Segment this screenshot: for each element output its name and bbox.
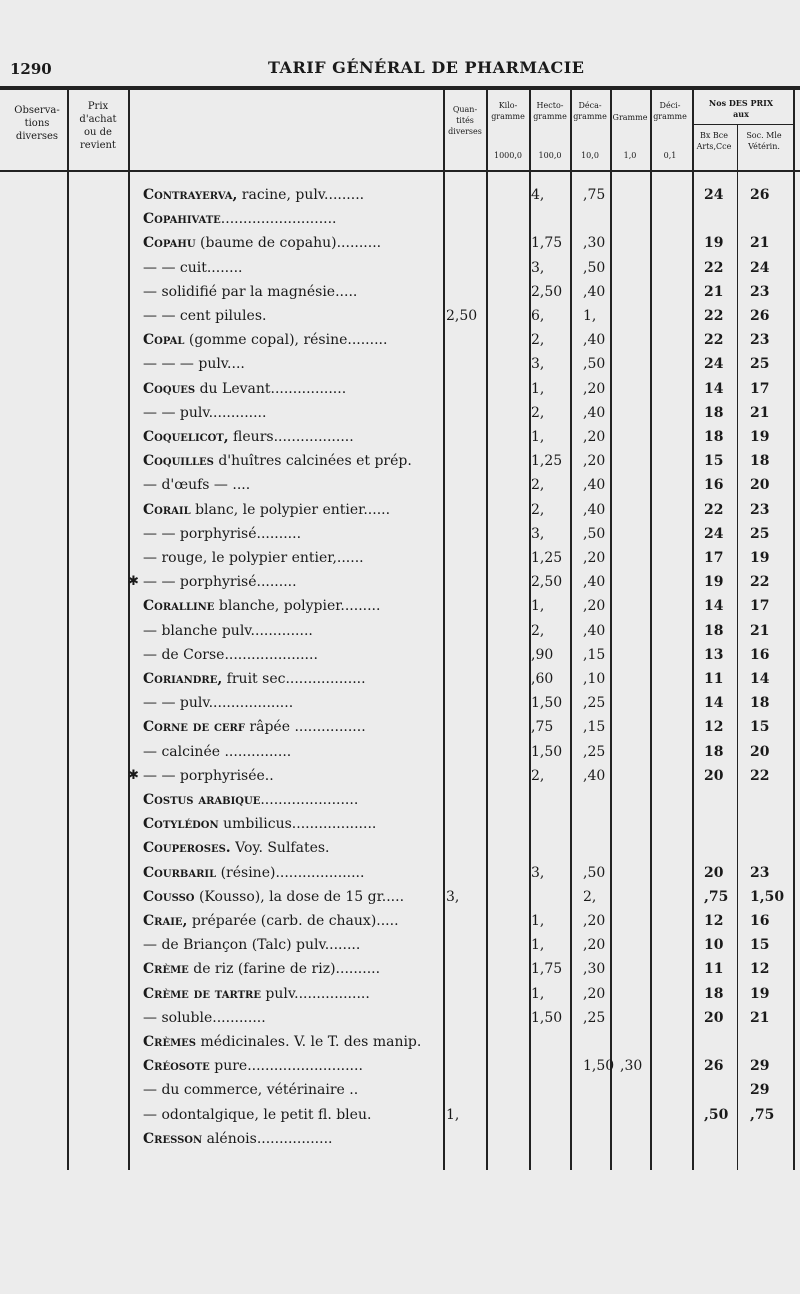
cell-kilogramme: 2, bbox=[531, 622, 545, 639]
cell-hectogramme: ,25 bbox=[583, 1009, 606, 1026]
item-desc: du Levant................. bbox=[195, 380, 347, 397]
item-label bbox=[143, 429, 443, 445]
cell-price-soc-vet: 29 bbox=[750, 1058, 770, 1075]
item-label bbox=[143, 889, 443, 905]
item-desc: fruit sec.................. bbox=[222, 671, 366, 687]
cell-price-soc-vet: 12 bbox=[750, 961, 770, 978]
item-label bbox=[143, 1010, 443, 1026]
cell-price-beaux-arts: 11 bbox=[704, 961, 724, 978]
cell-hectogramme: ,20 bbox=[583, 598, 606, 615]
cell-hectogramme: ,10 bbox=[583, 671, 606, 687]
table-row bbox=[0, 692, 800, 716]
col-header-prix-aux: Nos DES PRIX aux bbox=[708, 98, 774, 119]
cell-price-beaux-arts: 22 bbox=[704, 501, 724, 518]
item-desc: médicinales. V. le T. des manip. bbox=[196, 1034, 422, 1050]
cell-hectogramme: ,40 bbox=[583, 622, 606, 639]
item-label bbox=[143, 477, 443, 493]
col-header-kilogramme-unit: 1000,0 bbox=[494, 151, 522, 160]
cell-hectogramme: 1,50 bbox=[583, 1058, 615, 1075]
cell-price-beaux-arts: 18 bbox=[704, 743, 724, 760]
cell-kilogramme: 2, bbox=[531, 767, 545, 784]
cell-kilogramme: 3, bbox=[531, 356, 545, 373]
item-desc: préparée (carb. de chaux)..... bbox=[187, 913, 399, 929]
item-head: Corne de cerf bbox=[143, 719, 245, 736]
item-label bbox=[143, 453, 443, 469]
item-label bbox=[143, 526, 443, 542]
item-label bbox=[143, 695, 443, 711]
cell-price-beaux-arts: 26 bbox=[704, 1058, 724, 1075]
cell-price-beaux-arts: 20 bbox=[704, 1009, 724, 1026]
cell-hectogramme: ,40 bbox=[583, 332, 606, 349]
item-head: Cresson bbox=[143, 1130, 203, 1147]
cell-price-soc-vet: 15 bbox=[750, 719, 770, 736]
table-row bbox=[0, 886, 800, 910]
cell-price-soc-vet: 23 bbox=[750, 501, 770, 518]
cell-hectogramme: ,15 bbox=[583, 646, 606, 663]
table-row bbox=[0, 281, 800, 305]
item-desc: fleurs.................. bbox=[228, 429, 354, 445]
item-desc: .......................... bbox=[220, 211, 337, 228]
item-label bbox=[143, 986, 443, 1002]
col-header-gramme-unit: 1,0 bbox=[623, 151, 637, 160]
item-label bbox=[143, 598, 443, 614]
table-row bbox=[0, 1104, 800, 1128]
item-desc: — — pulv................... bbox=[143, 695, 294, 712]
cell-price-beaux-arts: 20 bbox=[704, 864, 724, 881]
item-label bbox=[143, 332, 443, 348]
table-row bbox=[0, 547, 800, 571]
cell-kilogramme: 3, bbox=[531, 864, 545, 881]
cell-hectogramme: ,40 bbox=[583, 283, 606, 300]
table-row bbox=[0, 765, 800, 789]
item-label bbox=[143, 961, 443, 977]
item-label bbox=[143, 865, 443, 881]
cell-hectogramme: ,20 bbox=[583, 380, 606, 397]
cell-price-soc-vet: 20 bbox=[750, 477, 770, 494]
item-label bbox=[143, 671, 443, 687]
table-row bbox=[0, 934, 800, 958]
cell-hectogramme: ,40 bbox=[583, 477, 606, 494]
col-header-hectogramme-unit: 100,0 bbox=[538, 151, 562, 160]
item-label bbox=[143, 574, 443, 590]
item-label bbox=[143, 405, 443, 421]
item-label bbox=[143, 1107, 443, 1123]
cell-hectogramme: ,50 bbox=[583, 259, 606, 276]
cell-price-soc-vet: 20 bbox=[750, 743, 770, 760]
cell-price-soc-vet: 19 bbox=[750, 550, 770, 566]
cell-price-beaux-arts: 10 bbox=[704, 937, 724, 954]
cell-price-soc-vet: 22 bbox=[750, 574, 770, 591]
cell-kilogramme: 6, bbox=[531, 308, 545, 324]
table-row bbox=[0, 329, 800, 353]
cell-hectogramme: ,40 bbox=[583, 574, 606, 591]
table-row bbox=[0, 426, 800, 450]
cell-price-soc-vet: 22 bbox=[750, 767, 770, 784]
item-desc: — — cuit........ bbox=[143, 259, 243, 276]
cell-price-beaux-arts: 18 bbox=[704, 404, 724, 421]
cell-price-beaux-arts: 22 bbox=[704, 259, 724, 276]
item-label bbox=[143, 381, 443, 397]
cell-price-beaux-arts: 12 bbox=[704, 913, 724, 929]
item-head: Contrayerva, bbox=[143, 187, 238, 203]
item-desc: — — pulv............. bbox=[143, 404, 267, 421]
item-desc: Voy. Sulfates. bbox=[230, 840, 330, 857]
table-row bbox=[0, 1007, 800, 1031]
cell-price-soc-vet: 23 bbox=[750, 864, 770, 881]
table-row bbox=[0, 1128, 800, 1152]
item-desc: — — cent pilules. bbox=[143, 308, 267, 324]
cell-kilogramme: 1,25 bbox=[531, 550, 563, 566]
cell-price-beaux-arts: 14 bbox=[704, 598, 724, 615]
item-head: Copahivate bbox=[143, 211, 221, 228]
cell-price-beaux-arts: 14 bbox=[704, 380, 724, 397]
col-header-kilogramme: Kilo- gramme bbox=[491, 101, 525, 121]
cell-price-soc-vet: 25 bbox=[750, 525, 770, 542]
cell-quantity: 2,50 bbox=[446, 308, 478, 324]
cell-price-soc-vet: 19 bbox=[750, 429, 770, 445]
cell-price-soc-vet: 17 bbox=[750, 380, 770, 397]
item-desc: — blanche pulv.............. bbox=[143, 622, 313, 639]
cell-kilogramme: 1, bbox=[531, 937, 545, 954]
item-desc: — rouge, le polypier entier,...... bbox=[143, 550, 364, 566]
cell-kilogramme: 1, bbox=[531, 913, 545, 929]
table-row bbox=[0, 620, 800, 644]
item-head: Cotylédon bbox=[143, 816, 219, 833]
item-label bbox=[143, 792, 443, 808]
table-row bbox=[0, 813, 800, 837]
table-row bbox=[0, 499, 800, 523]
cell-kilogramme: 2,50 bbox=[531, 574, 563, 591]
cell-price-soc-vet: 16 bbox=[750, 913, 770, 929]
cell-price-beaux-arts: 20 bbox=[704, 767, 724, 784]
item-head: Coquilles bbox=[143, 453, 214, 470]
item-desc: — solidifié par la magnésie..... bbox=[143, 283, 358, 300]
col-header-decagramme-unit: 10,0 bbox=[581, 151, 599, 160]
item-label bbox=[143, 284, 443, 300]
table-row bbox=[0, 910, 800, 934]
cell-price-soc-vet: 18 bbox=[750, 453, 770, 470]
item-head: Courbaril bbox=[143, 864, 217, 881]
table-row bbox=[0, 208, 800, 232]
cell-price-soc-vet: 19 bbox=[750, 985, 770, 1002]
table-row bbox=[0, 958, 800, 982]
table-row bbox=[0, 257, 800, 281]
cell-kilogramme: 1, bbox=[531, 380, 545, 397]
item-desc: (baume de copahu).......... bbox=[195, 235, 382, 252]
table-row bbox=[0, 789, 800, 813]
cell-price-beaux-arts: 18 bbox=[704, 985, 724, 1002]
cell-kilogramme: 1,50 bbox=[531, 1009, 563, 1026]
table-row bbox=[0, 523, 800, 547]
item-desc: pure.......................... bbox=[209, 1058, 363, 1075]
cell-price-beaux-arts: ,75 bbox=[704, 888, 729, 905]
item-label bbox=[143, 840, 443, 856]
cell-kilogramme: 2, bbox=[531, 477, 545, 494]
item-desc: umbilicus................... bbox=[218, 816, 377, 833]
cell-price-beaux-arts: 14 bbox=[704, 695, 724, 712]
item-label bbox=[143, 647, 443, 663]
cell-quantity: 3, bbox=[446, 888, 460, 905]
cell-price-beaux-arts: 13 bbox=[704, 646, 724, 663]
col-header-decigramme: Déci- gramme bbox=[653, 101, 687, 121]
cell-kilogramme: 1, bbox=[531, 429, 545, 445]
prix-aux-rule bbox=[694, 124, 794, 125]
item-head: Corail bbox=[143, 501, 191, 518]
table-row bbox=[0, 305, 800, 329]
cell-price-soc-vet: 21 bbox=[750, 622, 770, 639]
item-desc: — — — pulv.... bbox=[143, 356, 245, 373]
item-desc: — — porphyrisé......... bbox=[143, 574, 297, 591]
cell-price-soc-vet: 26 bbox=[750, 308, 770, 324]
item-label bbox=[143, 623, 443, 639]
col-header-quantities: Quan- tités diverses bbox=[448, 105, 482, 136]
item-desc: — d'œufs — .... bbox=[143, 477, 251, 494]
item-label bbox=[143, 768, 443, 784]
cell-hectogramme: ,20 bbox=[583, 937, 606, 954]
item-label bbox=[143, 744, 443, 760]
item-desc: — de Briançon (Talc) pulv........ bbox=[143, 937, 361, 954]
table-row bbox=[0, 862, 800, 886]
cell-kilogramme: 4, bbox=[531, 187, 545, 203]
item-desc: (Kousso), la dose de 15 gr..... bbox=[194, 888, 405, 905]
cell-price-soc-vet: 29 bbox=[750, 1082, 770, 1099]
cell-price-soc-vet: 21 bbox=[750, 1009, 770, 1026]
item-desc: blanche, polypier......... bbox=[214, 598, 381, 615]
cell-price-soc-vet: 21 bbox=[750, 235, 770, 252]
item-desc: — calcinée ............... bbox=[143, 743, 292, 760]
cell-price-beaux-arts: ,50 bbox=[704, 1106, 729, 1123]
cell-hectogramme: ,20 bbox=[583, 429, 606, 445]
table-row bbox=[0, 668, 800, 692]
item-head: Craie, bbox=[143, 913, 188, 929]
item-label bbox=[143, 719, 443, 735]
item-head: Costus arabique bbox=[143, 792, 261, 808]
item-label bbox=[143, 1082, 443, 1098]
col-header-beaux-arts: Bx Bce Arts,Cce bbox=[696, 131, 732, 151]
cell-price-beaux-arts: 19 bbox=[704, 574, 724, 591]
cell-kilogramme: 1,50 bbox=[531, 695, 563, 712]
table-row bbox=[0, 1031, 800, 1055]
item-label bbox=[143, 502, 443, 518]
item-head: Crème bbox=[143, 961, 189, 978]
cell-price-soc-vet: 26 bbox=[750, 187, 770, 203]
cell-price-beaux-arts: 24 bbox=[704, 525, 724, 542]
asterisk-icon: ✱ bbox=[128, 767, 139, 783]
col-header-purchase-price: Prix d'achat ou de revient bbox=[79, 101, 117, 151]
item-label bbox=[143, 1131, 443, 1147]
cell-price-soc-vet: 21 bbox=[750, 404, 770, 421]
col-header-decigramme-unit: 0,1 bbox=[663, 151, 677, 160]
cell-kilogramme: ,60 bbox=[531, 671, 554, 687]
cell-price-beaux-arts: 15 bbox=[704, 453, 724, 470]
top-rule bbox=[0, 86, 800, 90]
cell-hectogramme: ,30 bbox=[583, 961, 606, 978]
cell-price-beaux-arts: 18 bbox=[704, 429, 724, 445]
item-desc: ...................... bbox=[260, 792, 359, 808]
cell-price-soc-vet: 24 bbox=[750, 259, 770, 276]
cell-kilogramme: 3, bbox=[531, 525, 545, 542]
cell-kilogramme: ,90 bbox=[531, 646, 554, 663]
cell-price-beaux-arts: 21 bbox=[704, 283, 724, 300]
cell-hectogramme: ,50 bbox=[583, 864, 606, 881]
item-head: Crème de tartre bbox=[143, 985, 261, 1002]
item-label bbox=[143, 187, 443, 203]
cell-price-soc-vet: 16 bbox=[750, 646, 770, 663]
table-row bbox=[0, 837, 800, 861]
item-label bbox=[143, 1058, 443, 1074]
cell-kilogramme: 2, bbox=[531, 501, 545, 518]
item-desc: — du commerce, vétérinaire .. bbox=[143, 1082, 359, 1099]
item-desc: pulv................. bbox=[260, 985, 370, 1002]
table-row bbox=[0, 450, 800, 474]
cell-price-beaux-arts: 12 bbox=[704, 719, 724, 736]
table-row bbox=[0, 353, 800, 377]
col-header-observations: Observa- tions diverses bbox=[14, 105, 60, 142]
cell-price-soc-vet: 18 bbox=[750, 695, 770, 712]
running-title: TARIF GÉNÉRAL DE PHARMACIE bbox=[268, 58, 585, 77]
item-head: Coralline bbox=[143, 598, 215, 615]
item-label bbox=[143, 913, 443, 929]
cell-kilogramme: 2,50 bbox=[531, 283, 563, 300]
table-row bbox=[0, 232, 800, 256]
cell-hectogramme: 2, bbox=[583, 888, 597, 905]
item-label bbox=[143, 937, 443, 953]
cell-hectogramme: ,50 bbox=[583, 525, 606, 542]
item-head: Coques bbox=[143, 380, 196, 397]
item-label bbox=[143, 550, 443, 566]
col-header-soc-vet: Soc. Mle Vétérin. bbox=[746, 131, 782, 151]
cell-hectogramme: ,50 bbox=[583, 356, 606, 373]
cell-hectogramme: ,15 bbox=[583, 719, 606, 736]
item-desc: racine, pulv......... bbox=[237, 187, 365, 203]
item-head: Coquelicot, bbox=[143, 429, 229, 445]
table-row bbox=[0, 716, 800, 740]
cell-price-beaux-arts: 17 bbox=[704, 550, 724, 566]
cell-hectogramme: ,20 bbox=[583, 550, 606, 566]
cell-kilogramme: 1,75 bbox=[531, 235, 563, 252]
cell-kilogramme: 1,25 bbox=[531, 453, 563, 470]
table-row bbox=[0, 184, 800, 208]
cell-kilogramme: 1, bbox=[531, 985, 545, 1002]
cell-price-soc-vet: 23 bbox=[750, 332, 770, 349]
item-desc: — odontalgique, le petit fl. bleu. bbox=[143, 1106, 372, 1123]
table-row bbox=[0, 571, 800, 595]
item-desc: râpée ................ bbox=[244, 719, 366, 736]
cell-hectogramme: ,25 bbox=[583, 695, 606, 712]
table-row bbox=[0, 402, 800, 426]
table-row bbox=[0, 1055, 800, 1079]
item-label bbox=[143, 211, 443, 227]
cell-price-beaux-arts: 24 bbox=[704, 187, 724, 203]
item-desc: — de Corse..................... bbox=[143, 646, 318, 663]
cell-hectogramme: ,75 bbox=[583, 187, 606, 203]
cell-price-soc-vet: ,75 bbox=[750, 1106, 775, 1123]
cell-kilogramme: 2, bbox=[531, 404, 545, 421]
cell-hectogramme: ,20 bbox=[583, 453, 606, 470]
cell-quantity: 1, bbox=[446, 1106, 460, 1123]
cell-price-soc-vet: 1,50 bbox=[750, 888, 785, 905]
item-desc: alénois................. bbox=[202, 1130, 333, 1147]
cell-price-beaux-arts: 22 bbox=[704, 332, 724, 349]
item-label bbox=[143, 1034, 443, 1050]
table-row bbox=[0, 378, 800, 402]
cell-hectogramme: ,40 bbox=[583, 767, 606, 784]
item-label bbox=[143, 816, 443, 832]
item-desc: — — porphyrisée.. bbox=[143, 767, 274, 784]
cell-hectogramme: 1, bbox=[583, 308, 597, 324]
table-row bbox=[0, 595, 800, 619]
item-label bbox=[143, 308, 443, 324]
cell-price-beaux-arts: 18 bbox=[704, 622, 724, 639]
cell-hectogramme: ,20 bbox=[583, 913, 606, 929]
item-head: Crèmes bbox=[143, 1034, 196, 1050]
item-label bbox=[143, 235, 443, 251]
cell-gramme: ,30 bbox=[620, 1058, 643, 1075]
table-row bbox=[0, 474, 800, 498]
item-label bbox=[143, 356, 443, 372]
item-desc: d'huîtres calcinées et prép. bbox=[213, 453, 412, 470]
item-head: Couperoses. bbox=[143, 840, 231, 857]
cell-hectogramme: ,40 bbox=[583, 501, 606, 518]
page-number: 1290 bbox=[10, 60, 52, 78]
cell-price-beaux-arts: 11 bbox=[704, 671, 724, 687]
cell-price-soc-vet: 14 bbox=[750, 671, 770, 687]
col-header-gramme: Gramme bbox=[612, 113, 648, 122]
col-header-hectogramme: Hecto- gramme bbox=[533, 101, 567, 121]
cell-price-beaux-arts: 19 bbox=[704, 235, 724, 252]
cell-kilogramme: 1, bbox=[531, 598, 545, 615]
cell-kilogramme: 1,75 bbox=[531, 961, 563, 978]
item-desc: de riz (farine de riz).......... bbox=[188, 961, 381, 978]
cell-price-soc-vet: 17 bbox=[750, 598, 770, 615]
cell-hectogramme: ,40 bbox=[583, 404, 606, 421]
cell-kilogramme: 1,50 bbox=[531, 743, 563, 760]
cell-price-beaux-arts: 22 bbox=[704, 308, 724, 324]
item-desc: blanc, le polypier entier...... bbox=[190, 501, 391, 518]
header-bottom-rule bbox=[0, 170, 800, 172]
cell-price-beaux-arts: 24 bbox=[704, 356, 724, 373]
table-row bbox=[0, 741, 800, 765]
cell-price-beaux-arts: 16 bbox=[704, 477, 724, 494]
cell-kilogramme: 3, bbox=[531, 259, 545, 276]
table-row bbox=[0, 1079, 800, 1103]
item-head: Coriandre, bbox=[143, 671, 223, 687]
asterisk-icon: ✱ bbox=[128, 574, 139, 590]
item-desc: — soluble............ bbox=[143, 1009, 266, 1026]
col-header-decagramme: Déca- gramme bbox=[573, 101, 607, 121]
table-row bbox=[0, 644, 800, 668]
cell-hectogramme: ,25 bbox=[583, 743, 606, 760]
item-label bbox=[143, 260, 443, 276]
item-head: Créosote bbox=[143, 1058, 210, 1075]
cell-hectogramme: ,30 bbox=[583, 235, 606, 252]
cell-price-soc-vet: 23 bbox=[750, 283, 770, 300]
cell-price-soc-vet: 15 bbox=[750, 937, 770, 954]
item-desc: (gomme copal), résine......... bbox=[184, 332, 388, 349]
cell-kilogramme: 2, bbox=[531, 332, 545, 349]
cell-price-soc-vet: 25 bbox=[750, 356, 770, 373]
item-head: Copahu bbox=[143, 235, 196, 252]
item-desc: — — porphyrisé.......... bbox=[143, 525, 302, 542]
item-desc: (résine).................... bbox=[216, 864, 365, 881]
item-head: Cousso bbox=[143, 888, 195, 905]
table-row bbox=[0, 983, 800, 1007]
cell-hectogramme: ,20 bbox=[583, 985, 606, 1002]
item-head: Copal bbox=[143, 332, 185, 349]
cell-kilogramme: ,75 bbox=[531, 719, 554, 736]
